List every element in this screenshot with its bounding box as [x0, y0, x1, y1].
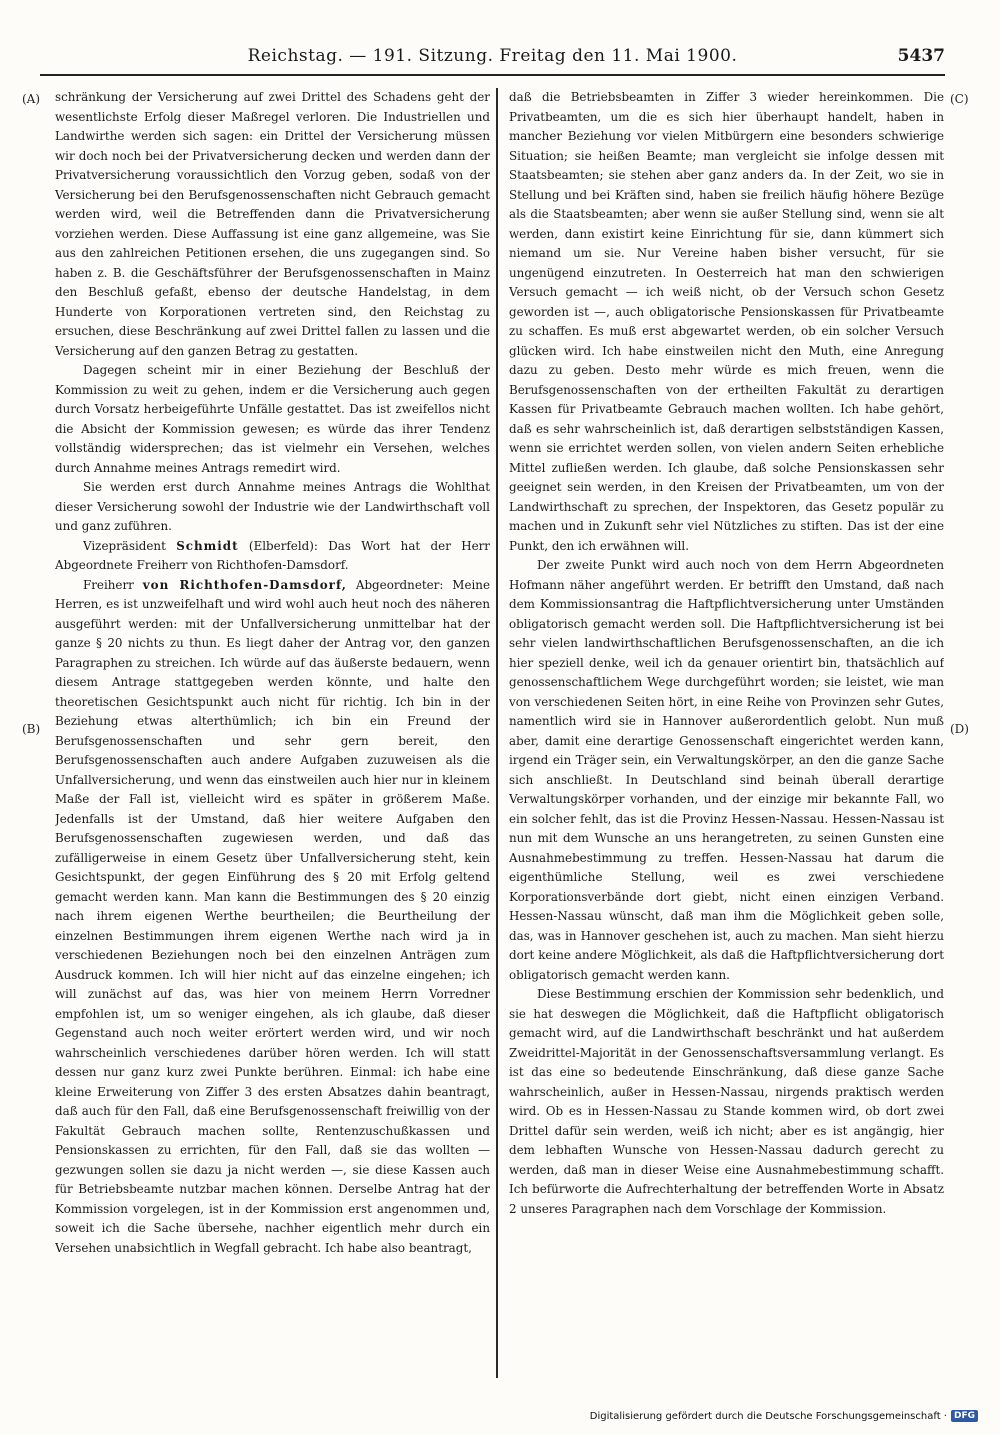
dfg-logo: DFG — [951, 1410, 978, 1422]
margin-marker-d: (D) — [950, 722, 969, 736]
speaker-name-schmidt: Schmidt — [176, 538, 239, 553]
speaker-title: Freiherr — [83, 577, 143, 592]
left-paragraph-4 — [55, 537, 490, 576]
speaker-role: Vizepräsident — [83, 538, 177, 553]
margin-marker-b: (B) — [22, 722, 41, 736]
header-title: Reichstag. — 191. Sitzung. Freitag den 11. Mai 1900. — [247, 46, 738, 66]
speaker-name-richthofen: von Richthofen-Damsdorf, — [142, 577, 347, 592]
left-paragraph-2: Dagegen scheint mir in einer Beziehung der Beschluß der Kommission zu weit zu gehen, indem er die Versicherung auch gegen durch Vorsatz herbeigeführte Unfälle gestattet. Das ist zweifellos nicht die Absicht der Kommission gewesen; es würde das ihrer Tendenz vollständig widersprechen; das ist vielmehr ein Versehen, welches durch Annahme meines Antrags remedirt wird. — [55, 363, 490, 475]
footer-text: Digitalisierung gefördert durch die Deutsche Forschungsgemeinschaft · — [589, 1410, 947, 1422]
left-paragraph-1: schränkung der Versicherung auf zwei Drittel des Schadens geht der wesentlichste Erfolg dieser Maßregel verloren. Die Industriellen und Landwirthe werden sich sagen: ein Drittel der Versicherung müssen wir doch noch bei der Privatversicherung decken und werden dann der Privatversicherung voraussichtlich den Vorzug geben, sodaß von der Versicherung bei den Berufsgenossenschaften nicht Gebrauch gemacht werden wird, weil die Betreffenden dann die Privatversicherung vorziehen werden. Diese Auffassung ist eine ganz allgemeine, was Sie aus den zahlreichen Petitionen ersehen, die uns zugegangen sind. So haben z. B. die Geschäftsführer der Berufsgenossenschaften in Mainz den Beschluß gefaßt, ebenso der deutsche Handelstag, in dem Hunderte von Korporationen vertreten sind, den Reichstag zu ersuchen, diese Beschränkung auf zwei Drittel fallen zu lassen und die Versicherung auf den ganzen Betrag zu gestatten. — [55, 90, 490, 358]
margin-marker-a: (A) — [22, 92, 41, 106]
right-paragraph-1: daß die Betriebsbeamten in Ziffer 3 wieder hereinkommen. Die Privatbeamten, um die es sich hier überhaupt handelt, haben in mancher Beziehung vor vielen Mitbürgern eine besonders schwierige Situation; sie heißen Beamte; man vergleicht sie infolge dessen mit Staatsbeamten; sie stehen aber ganz anders da. In der Zeit, wo sie in Stellung und bei Kräften sind, haben sie freilich häufig höhere Bezüge als die Staatsbeamten; aber wenn sie außer Stellung sind, wenn sie alt werden, dann existirt keine Einrichtung für sie, dann kümmert sich niemand um sie. Nur Vereine haben bisher versucht, für sie ungenügend einzutreten. In Oesterreich hat man den schwierigen Versuch gemacht — ich weiß nicht, ob der Versuch schon Gesetz geworden ist —, auch obligatorische Pensionskassen für Privatbeamte zu schaffen. Es muß erst abgewartet werden, ob ein solcher Versuch glücken wird. Ich habe einstweilen nicht den Muth, eine Anregung dazu zu geben. Desto mehr würde es mich freuen, wenn die Berufsgenossenschaften von der ertheilten Fakultät zu derartigen Kassen für Privatbeamte Gebrauch machen wollten. Ich habe gehört, daß es sehr wahrscheinlich ist, daß derartigen selbstständigen Kassen, wenn sie errichtet werden sollen, von vielen andern Seiten erhebliche Mittel zufließen werden. Ich glaube, daß solche Pensionskassen sehr geeignet sein werden, in den Kreisen der Privatbeamten, um von der Landwirthschaft zu sprechen, der Inspektoren, das Gesetz populär zu machen und in Zukunft sehr viel Nützliches zu stiften. Das ist der eine Punkt, den ich erwähnen will. — [509, 90, 944, 553]
left-paragraph-5-text: Abgeordneter: Meine Herren, es ist unzweifelhaft und wird wohl auch heut noch des näheren ausgeführt werden: mit der Unfallversicherung unmittelbar hat der ganze § 20 nichts zu thun. Es liegt daher der Antrag vor, den ganzen Paragraphen zu streichen. Ich würde auf das äußerste bedauern, wenn diesem Antrage stattgegeben werden könnte, und halte den theoretischen Gesichtspunkt auch nicht für richtig. Ich bin in der Beziehung etwas alterthümlich; ich bin ein Freund der Berufsgenossenschaften und sehr gern bereit, den Berufsgenossenschaften auch andere Aufgaben zuzuweisen als die Unfallversicherung, und wenn das einstweilen auch hier nur in kleinem Maße der Fall ist, vielleicht wird es später in größerem Maße. Jedenfalls ist der Umstand, daß hier weitere Aufgaben den Berufsgenossenschaften zugewiesen werden, und daß das zufälligerweise in einem Gesetz über Unfallversicherung steht, kein Gesichtspunkt, der gegen Einführung des § 20 mit Erfolg geltend gemacht werden kann. Man kann die Bestimmungen des § 20 einzig nach ihrem eigenen Werthe beurtheilen; die Beurtheilung der einzelnen Bestimmungen ihrem eigenen Werthe nach wird ja in verschiedenen Beziehungen noch bei den einzelnen Anträgen zum Ausdruck kommen. Ich will hier nicht auf das einzelne eingehen; ich will zunächst auf das, was hier von meinem Herrn Vorredner empfohlen ist, um so weniger eingehen, als ich glaube, daß dieser Gegenstand auch noch weiter erörtert werden wird, und wir noch wahrscheinlich verschiedenes darüber hören werden. Ich will statt dessen nur ganz kurz zwei Punkte berühren. Einmal: ich habe eine kleine Erweiterung von Ziffer 3 des ersten Absatzes dahin beantragt, daß auch für den Fall, daß eine Berufsgenossenschaft freiwillig von der Fakultät Gebrauch machen sollte, Rentenzuschußkassen und Pensionskassen zu errichten, für den Fall, daß sie das wollten — gezwungen sollen sie dazu ja nicht werden —, sie diese Kassen auch für Betriebsbeamte nutzbar machen können. Derselbe Antrag hat der Kommission vorgelegen, ist in der Kommission erst angenommen und, soweit ich die Sache übersehe, nachher eigentlich mehr durch ein Versehen unabsichtlich in Wegfall gebracht. Ich habe also beantragt, — [55, 577, 490, 1255]
right-paragraph-3: Diese Bestimmung erschien der Kommission sehr bedenklich, und sie hat deswegen die Möglichkeit, daß die Haftpflicht obligatorisch gemacht wird, auf die Landwirthschaft beschränkt und hat außerdem Zweidrittel-Majorität in der Genossenschaftsversammlung verlangt. Es ist das eine so bedeutende Einschränkung, daß diese ganze Sache wahrscheinlich, außer in Hessen-Nassau, nirgends praktisch werden wird. Ob es in Hessen-Nassau zu Stande kommen wird, ob dort zwei Drittel dafür sein werden, weiß ich nicht; aber es ist angängig, hier dem lebhaften Wunsche von Hessen-Nassau dadurch gerecht zu werden, daß man in dieser Weise eine Ausnahmebestimmung schafft. Ich befürworte die Aufrechterhaltung der betreffenden Worte in Absatz 2 unseres Paragraphen nach dem Vorschlage der Kommission. — [509, 987, 944, 1216]
right-paragraph-2: Der zweite Punkt wird auch noch von dem Herrn Abgeordneten Hofmann näher angeführt werden. Er betrifft den Umstand, daß nach dem Kommissionsantrag die Haftpflichtversicherung unter Umständen obligatorisch gemacht werden soll. Die Haftpflichtversicherung ist bei sehr vielen landwirthschaftlichen Berufsgenossenschaften, an die ich hier speziell denke, weil ich da genauer orientirt bin, thatsächlich auf genossenschaftlichem Wege durchgeführt worden; sie leistet, wie man von verschiedenen Seiten hört, in eine Reihe von Provinzen sehr Gutes, namentlich wird sie in Hannover außerordentlich gelobt. Nun muß aber, damit eine derartige Genossenschaft eingerichtet werden kann, irgend ein Träger sein, ein Verwaltungskörper, an den die ganze Sache sich anschließt. In Deutschland sind beinah überall derartige Verwaltungskörper vorhanden, und der einzige mir bekannte Fall, wo ein solcher fehlt, das ist die Provinz Hessen-Nassau. Hessen-Nassau ist nun mit dem Wunsche an uns herangetreten, zu seinen Gunsten eine Ausnahmebestimmung zu treffen. Hessen-Nassau hat darum die eigenthümliche Stellung, weil es zwei verschiedene Korporationsverbände dort giebt, nicht einen einzigen Verband. Hessen-Nassau wünscht, daß man ihm die Möglichkeit geben solle, das, was in Hannover geschehen ist, auch zu machen. Man sieht hierzu dort keine andere Möglichkeit, als daß die Haftpflichtversicherung dort obligatorisch gemacht werden kann. — [509, 558, 944, 982]
page-header — [40, 40, 945, 76]
left-paragraph-3: Sie werden erst durch Annahme meines Antrags die Wohlthat dieser Versicherung sowohl der Industrie wie der Landwirthschaft voll und ganz zuführen. — [55, 480, 490, 533]
left-column — [55, 88, 490, 1378]
left-paragraph-5 — [55, 576, 490, 1259]
margin-marker-c: (C) — [950, 92, 969, 106]
page-number: 5437 — [897, 46, 945, 66]
right-column — [509, 88, 944, 1378]
footer-credit — [590, 1410, 978, 1422]
column-divider — [496, 88, 498, 1378]
left-paragraph-4-text: (Elberfeld): Das Wort hat der Herr Abgeordnete Freiherr von Richthofen-Damsdorf. — [55, 538, 490, 572]
